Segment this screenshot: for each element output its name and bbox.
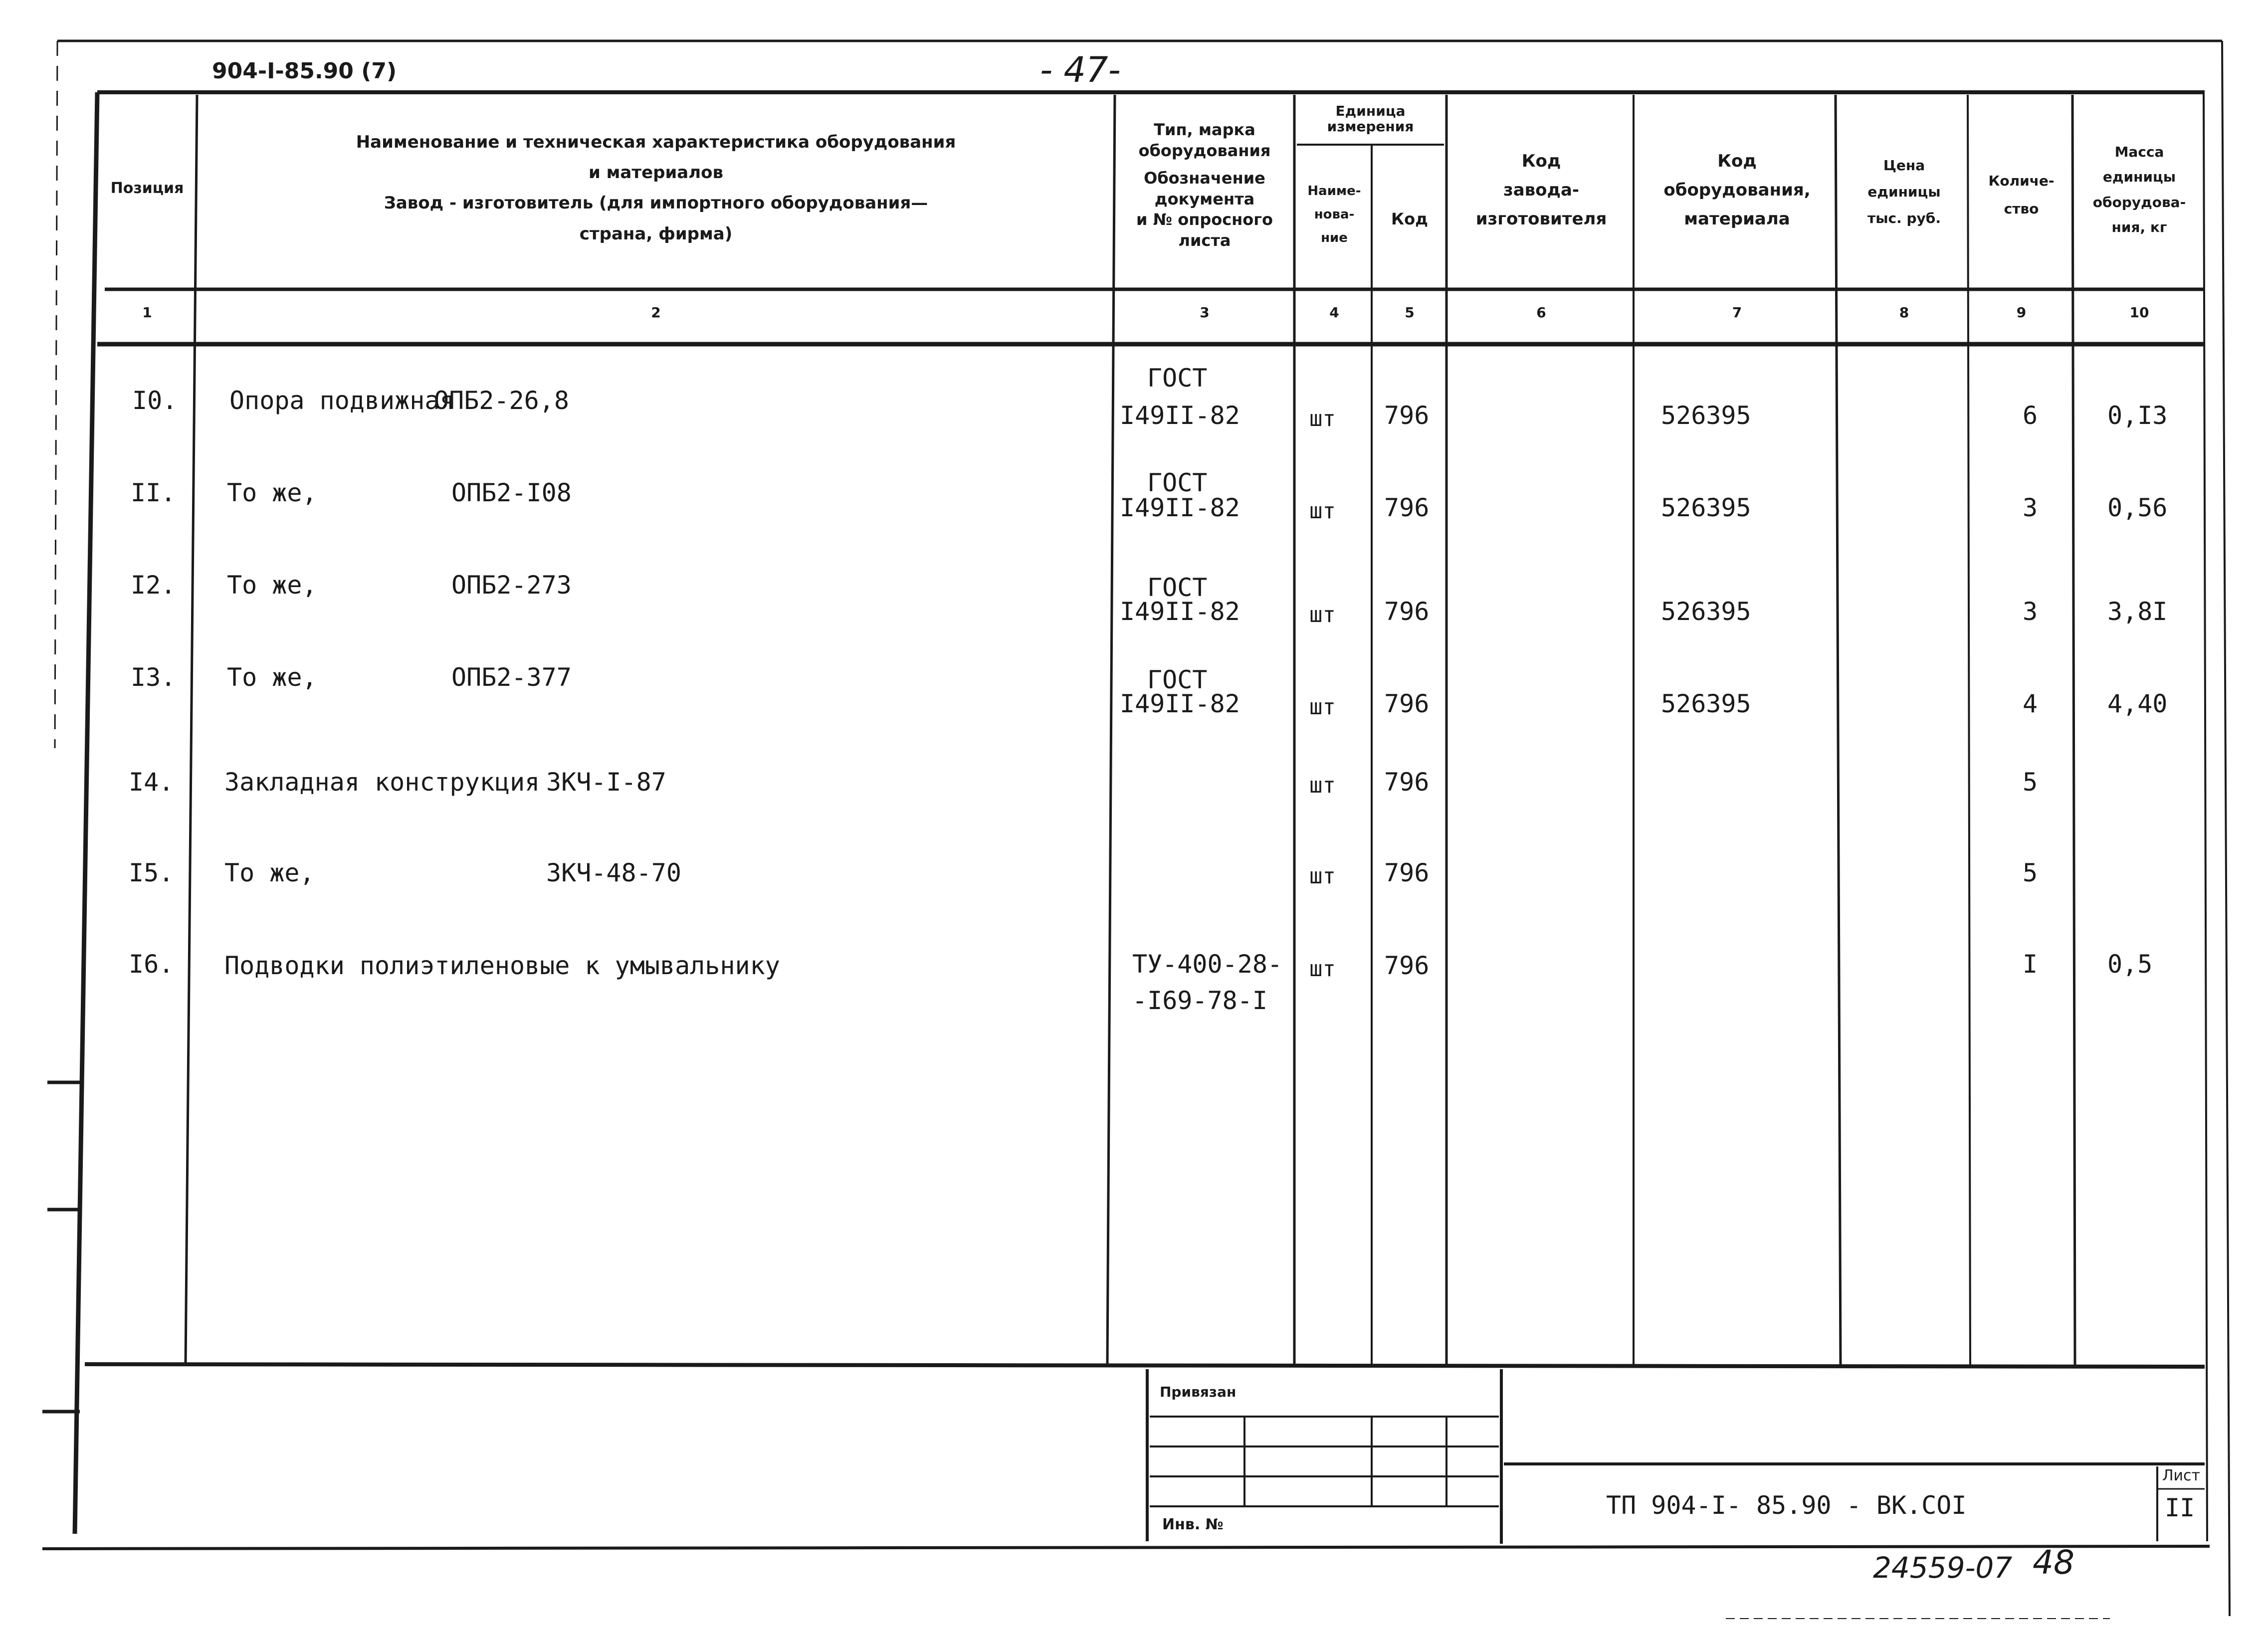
header-unit-group: Единица измерения (1327, 103, 1414, 135)
column-number: 3 (1200, 304, 1210, 321)
header-mass: Масса единицы оборудова- ния, кг (2092, 144, 2186, 236)
row-position: I3. (131, 663, 176, 692)
row-quantity: I (2023, 950, 2038, 979)
column-number: 7 (1732, 304, 1742, 321)
column-number: 1 (142, 304, 152, 321)
row-mark: ОПБ2-377 (451, 663, 572, 692)
archive-number: 24559-07 (1873, 1551, 2013, 1585)
row-doc-line2: -I69-78-I (1132, 986, 1267, 1015)
row-unit-code: 796 (1384, 768, 1430, 797)
archive-sheet-number: 48 (2033, 1543, 2074, 1582)
header-material-code: Код оборудования, материала (1663, 151, 1811, 229)
document-code: 904-I-85.90 (7) (212, 58, 397, 84)
column-number: 10 (2129, 304, 2149, 321)
row-material-code: 526395 (1661, 401, 1751, 430)
row-name: Закладная конструкция (224, 768, 540, 797)
column-number: 8 (1899, 304, 1909, 321)
row-doc-line1: ГОСТ (1147, 364, 1208, 393)
row-position: I0. (132, 386, 178, 415)
row-name: Опора подвижная (229, 386, 455, 415)
row-mark: ОПБ2-26,8 (434, 386, 569, 415)
row-unit: шт (1309, 956, 1336, 982)
row-doc-line1: ГОСТ (1147, 573, 1208, 602)
column-number: 9 (2016, 304, 2027, 321)
row-unit: шт (1309, 863, 1336, 889)
header-type-mark: Тип, марка оборудования Обозначение документа и № опросного листа (1136, 120, 1273, 250)
row-unit: шт (1309, 773, 1336, 798)
row-unit: шт (1309, 406, 1336, 431)
column-number: 4 (1329, 304, 1339, 321)
stamp-attached-label: Привязан (1160, 1384, 1237, 1400)
row-quantity: 4 (2023, 689, 2038, 718)
row-material-code: 526395 (1661, 493, 1751, 522)
row-mass: 4,40 (2107, 689, 2168, 718)
row-name: Подводки полиэтиленовые к умывальнику (224, 951, 780, 980)
row-mark: ЗКЧ-48-70 (546, 858, 681, 887)
row-position: I5. (129, 858, 174, 887)
row-name: То же, (227, 663, 317, 692)
row-position: I4. (129, 768, 174, 797)
row-mass: 0,5 (2107, 950, 2153, 979)
row-unit: шт (1309, 602, 1336, 627)
row-name: То же, (227, 571, 317, 600)
row-doc-line2: I49II-82 (1120, 401, 1240, 430)
row-doc-line1: ГОСТ (1147, 665, 1208, 694)
row-material-code: 526395 (1661, 597, 1751, 626)
row-name: То же, (227, 478, 317, 507)
header-factory-code: Код завода- изготовителя (1475, 151, 1607, 229)
row-unit-code: 796 (1384, 401, 1430, 430)
row-mass: 0,56 (2107, 493, 2168, 522)
row-quantity: 6 (2023, 401, 2038, 430)
row-unit-code: 796 (1384, 689, 1430, 718)
row-mass: 0,I3 (2107, 401, 2168, 430)
row-doc-line2: I49II-82 (1120, 689, 1240, 718)
row-mark: ОПБ2-273 (451, 571, 572, 600)
row-unit: шт (1309, 694, 1336, 720)
row-mark: ЗКЧ-I-87 (546, 768, 666, 797)
column-number: 2 (651, 304, 661, 321)
row-quantity: 5 (2023, 858, 2038, 887)
row-doc-line1: ТУ-400-28- (1132, 950, 1283, 979)
row-quantity: 3 (2023, 493, 2038, 522)
column-number: 5 (1405, 304, 1415, 321)
row-name: То же, (224, 858, 315, 887)
stamp-sheet-number: II (2165, 1493, 2195, 1522)
row-position: II. (131, 478, 176, 507)
header-position: Позиция (110, 180, 184, 197)
row-unit-code: 796 (1384, 858, 1430, 887)
row-mark: ОПБ2-I08 (451, 478, 572, 507)
stamp-inventory-label: Инв. № (1162, 1516, 1224, 1533)
stamp-drawing-code: ТП 904-I- 85.90 - ВК.СОI (1606, 1491, 1967, 1520)
row-position: I2. (131, 571, 176, 600)
row-unit-code: 796 (1384, 597, 1430, 626)
header-unit-code: Код (1391, 209, 1428, 228)
header-name: Наименование и техническая характеристика оборудования и материалов Завод - изготовитель (для импортного оборудования— страна, фирма) (356, 132, 956, 244)
row-unit-code: 796 (1384, 951, 1430, 980)
column-number: 6 (1536, 304, 1546, 321)
row-quantity: 5 (2023, 768, 2038, 797)
stamp-sheet-label: Лист (2162, 1467, 2201, 1484)
row-unit: шт (1309, 498, 1336, 524)
header-price: Цена единицы тыс. руб. (1867, 157, 1941, 227)
row-material-code: 526395 (1661, 689, 1751, 718)
row-doc-line2: I49II-82 (1120, 493, 1240, 522)
row-doc-line1: ГОСТ (1147, 468, 1208, 497)
header-quantity: Количе- ство (1988, 173, 2055, 217)
row-unit-code: 796 (1384, 493, 1430, 522)
row-quantity: 3 (2023, 597, 2038, 626)
header-unit-name: Наиме- нова- ние (1307, 184, 1361, 245)
page-number: - 47- (1040, 49, 1121, 90)
row-position: I6. (129, 950, 174, 979)
row-mass: 3,8I (2107, 597, 2168, 626)
row-doc-line2: I49II-82 (1120, 597, 1240, 626)
